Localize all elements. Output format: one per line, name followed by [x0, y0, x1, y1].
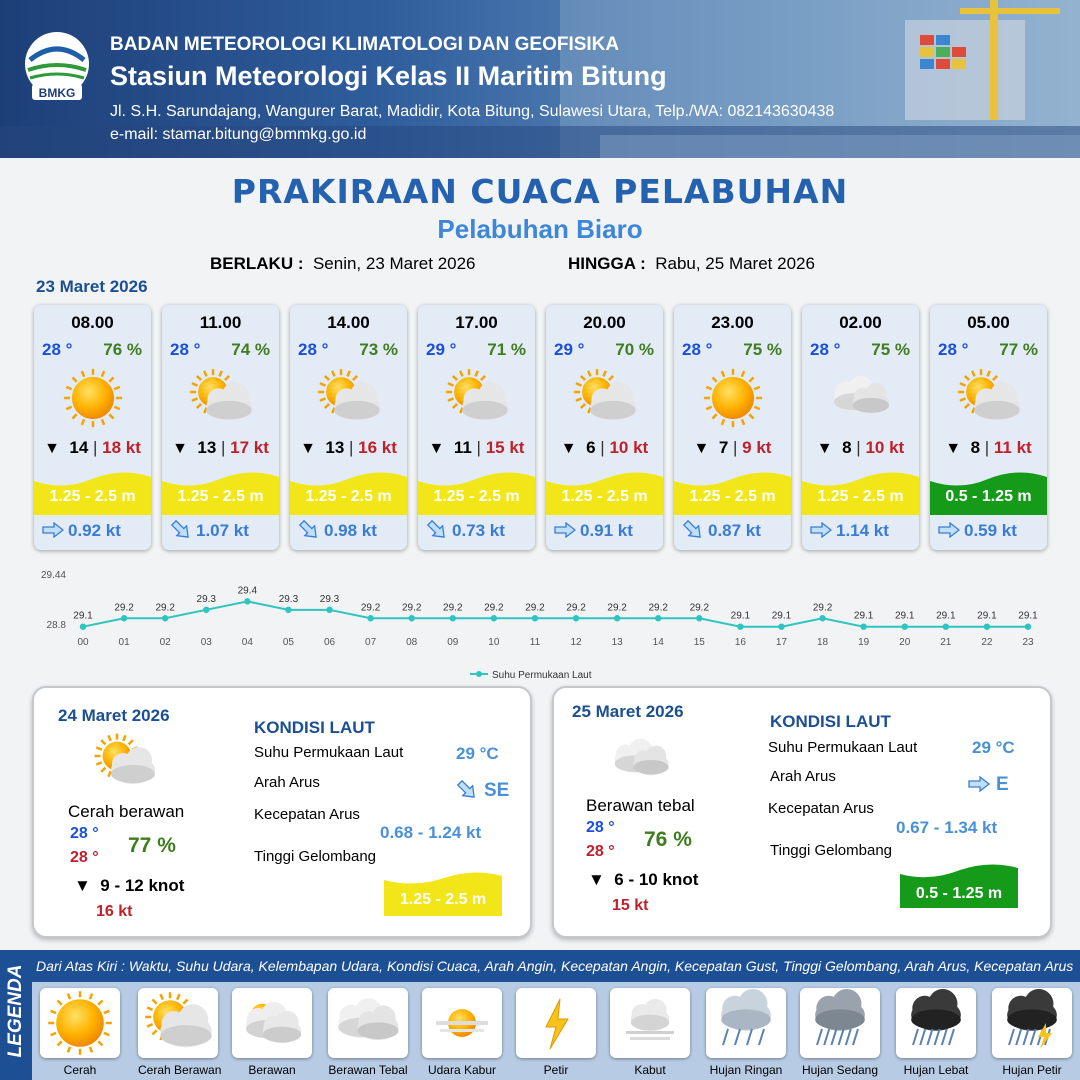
data-label: 29.1: [895, 610, 915, 622]
daily-weather-icon: [606, 730, 676, 790]
petir-icon: [516, 988, 596, 1058]
y-tick-label: 28.8: [46, 620, 66, 631]
data-label: 29.1: [1018, 610, 1038, 622]
port-name: Pelabuhan Biaro: [437, 214, 643, 244]
forecast-time: 14.00: [327, 313, 370, 332]
x-tick-label: 08: [406, 637, 418, 648]
current-arrow-icon: [456, 782, 478, 804]
current-info: [682, 521, 761, 541]
series-line: [83, 601, 1028, 626]
wind-speed: 8: [842, 438, 852, 457]
current-info: [170, 521, 249, 541]
data-label: 29.2: [155, 602, 175, 614]
gust-speed: 11 kt: [993, 438, 1032, 457]
data-label: 29.2: [648, 602, 668, 614]
x-tick-label: 17: [775, 637, 788, 648]
wave-height: 1.25 - 2.5 m: [817, 488, 904, 505]
wind-speed: 14: [69, 438, 89, 457]
x-tick-label: 04: [241, 637, 253, 648]
hujan-petir-icon: [992, 988, 1072, 1058]
current-info: [426, 521, 505, 541]
air-temperature: 29 °: [426, 340, 457, 359]
humidity: 75 %: [743, 340, 782, 359]
humidity: 77 %: [999, 340, 1038, 359]
current-dir-value: SE: [456, 780, 509, 804]
x-tick-label: 12: [570, 637, 582, 648]
forecast-time: 17.00: [455, 313, 498, 332]
data-point: [1025, 623, 1031, 629]
data-point: [737, 623, 743, 629]
data-point: [121, 615, 127, 621]
legend-marker: [476, 671, 482, 677]
legend-item-label: Cerah: [63, 1063, 97, 1077]
hour-card: [418, 305, 535, 550]
wind-info: ▼ 8 | 11 kt: [945, 438, 1032, 457]
legend-item: [40, 988, 120, 1077]
wave-height: 0.5 - 1.25 m: [945, 488, 1032, 505]
current-direction-arrow-icon: [298, 522, 320, 538]
wave-height-value: 1.25 - 2.5 m: [399, 891, 487, 908]
data-point: [491, 615, 497, 621]
legend-item-label: Hujan Petir: [1002, 1063, 1062, 1077]
legend: [0, 950, 1080, 1080]
legend-item: [422, 988, 502, 1077]
wave-height: 1.25 - 2.5 m: [689, 488, 776, 505]
daily-humidity: 76 %: [644, 828, 692, 851]
air-temperature: 28 °: [170, 340, 201, 359]
daily-condition: Berawan tebal: [586, 796, 695, 815]
forecast-time: 05.00: [967, 313, 1010, 332]
humidity: 70 %: [615, 340, 654, 359]
current-direction-arrow-icon: [682, 522, 704, 538]
data-point: [819, 615, 825, 621]
data-point: [80, 623, 86, 629]
hujan-ringan-icon: [706, 988, 786, 1058]
sea-temp-chart: [30, 562, 1050, 682]
berawan-icon: [232, 988, 312, 1058]
wind-direction-icon: ▼: [693, 440, 710, 457]
berawan-tebal-icon: [328, 988, 408, 1058]
x-tick-label: 23: [1022, 637, 1034, 648]
hour-card: [290, 305, 407, 550]
forecast-time: 11.00: [199, 313, 242, 332]
data-point: [614, 615, 620, 621]
cerah-weather-icon: [60, 367, 126, 429]
legend-item-label: Petir: [543, 1063, 569, 1077]
current-info: [810, 521, 889, 541]
legend-item: [232, 988, 312, 1077]
gust-speed: 18 kt: [102, 438, 141, 457]
current-speed: 0.59 kt: [964, 521, 1017, 540]
x-tick-label: 06: [323, 637, 336, 648]
wave-height: 1.25 - 2.5 m: [433, 488, 520, 505]
data-label: 29.2: [443, 602, 463, 614]
wind-info: ▼ 7 | 9 kt: [693, 438, 772, 457]
data-label: 29.3: [196, 593, 216, 605]
wind-direction-icon: ▼: [945, 440, 962, 457]
air-temperature: 28 °: [938, 340, 969, 359]
daily-gust: 16 kt: [96, 903, 133, 920]
current-direction-arrow-icon: [554, 522, 576, 538]
data-label: 29.4: [237, 585, 258, 597]
data-point: [532, 615, 538, 621]
data-label: 29.1: [73, 610, 93, 622]
data-point: [943, 623, 949, 629]
current-speed: 0.87 kt: [708, 521, 761, 540]
data-label: 29.2: [607, 602, 627, 614]
station-email: e-mail: stamar.bitung@bmmkg.go.id: [110, 126, 367, 143]
legend-item: [610, 988, 690, 1077]
legend-item-label: Berawan Tebal: [328, 1063, 408, 1077]
forecast-time: 08.00: [71, 313, 114, 332]
legend-side-title: LEGENDA: [0, 950, 32, 1080]
x-tick-label: 05: [282, 637, 294, 648]
gust-speed: 17 kt: [230, 438, 269, 457]
daily-gust: 15 kt: [612, 897, 649, 914]
valid-from: BERLAKU : Senin, 23 Maret 2026: [210, 254, 476, 273]
wind-direction-icon: ▼: [172, 440, 188, 457]
wind-direction-icon: ▼: [44, 440, 60, 457]
air-temperature: 29 °: [554, 340, 585, 359]
wind-info: ▼ 14 | 18 kt: [44, 438, 141, 457]
x-tick-label: 00: [77, 637, 89, 648]
legend-item: [328, 988, 408, 1077]
data-point: [203, 607, 209, 613]
cerah-berawan-icon: [138, 988, 218, 1058]
data-point: [573, 615, 579, 621]
cerah-berawan-weather-icon: [444, 367, 510, 429]
air-temperature: 28 °: [810, 340, 841, 359]
legend-item-label: Udara Kabur: [427, 1063, 497, 1077]
data-point: [860, 623, 866, 629]
current-speed: 1.14 kt: [836, 521, 889, 540]
air-temperature: 28 °: [682, 340, 713, 359]
daily-wind: ▼ 9 - 12 knot: [74, 876, 185, 895]
x-tick-label: 11: [529, 637, 541, 648]
data-label: 29.1: [853, 610, 874, 622]
x-tick-label: 02: [159, 637, 171, 648]
legend-item: [800, 988, 880, 1077]
hujan-sedang-icon: [800, 988, 880, 1058]
data-point: [984, 623, 990, 629]
x-tick-label: 22: [981, 637, 993, 648]
wave-height-value: 0.5 - 1.25 m: [915, 885, 1003, 902]
daily-temp-min: 28 °: [70, 825, 99, 842]
current-speed: 1.07 kt: [196, 521, 249, 540]
wind-info: ▼ 11 | 15 kt: [428, 438, 525, 457]
station-name: Stasiun Meteorologi Kelas II Maritim Bitung: [110, 61, 667, 91]
daily-weather-icon: [90, 732, 160, 792]
wave-height: 1.25 - 2.5 m: [305, 488, 392, 505]
wind-speed: 11: [453, 438, 472, 457]
station-address: Jl. S.H. Sarundajang, Wangurer Barat, Madidir, Kota Bitung, Sulawesi Utara, Telp./WA: 082143630438: [110, 103, 835, 120]
gust-speed: 9 kt: [742, 438, 772, 457]
daily-panel-1: [32, 686, 532, 938]
data-label: 29.1: [936, 610, 956, 622]
forecast-time: 23.00: [711, 313, 754, 332]
cerah-berawan-weather-icon: [956, 367, 1022, 429]
cerah-berawan-weather-icon: [316, 367, 382, 429]
current-speed-value: 0.68 - 1.24 kt: [380, 823, 482, 842]
data-label: 29.1: [730, 610, 751, 622]
wave-label: Tinggi Gelombang: [254, 848, 377, 865]
wind-direction-icon: ▼: [74, 876, 91, 895]
wave-height: 1.25 - 2.5 m: [49, 488, 136, 505]
current-speed: 0.91 kt: [580, 521, 633, 540]
gust-speed: 10 kt: [865, 438, 905, 457]
humidity: 76 %: [103, 340, 142, 359]
daily-panel-2: [552, 686, 1052, 938]
data-point: [778, 623, 784, 629]
sst-value: 29 °C: [456, 744, 499, 763]
legend-description: Dari Atas Kiri : Waktu, Suhu Udara, Kelembapan Udara, Kondisi Cuaca, Arah Angin, Kecepatan Angin, Kecepatan Gust, Tinggi Gelombang, Arah Arus, Kecepatan Arus: [32, 950, 1080, 982]
x-tick-label: 16: [734, 637, 746, 648]
cerah-weather-icon: [700, 367, 766, 429]
x-tick-label: 01: [118, 637, 130, 648]
hujan-lebat-icon: [896, 988, 976, 1058]
legend-item: [992, 988, 1072, 1077]
data-label: 29.2: [360, 602, 381, 614]
y-tick-label: 29.44: [40, 570, 66, 581]
daily-date: 24 Maret 2026: [58, 706, 170, 725]
sea-condition-title: KONDISI LAUT: [770, 712, 891, 731]
x-tick-label: 13: [611, 637, 623, 648]
x-tick-label: 10: [488, 637, 500, 648]
wave-label: Tinggi Gelombang: [770, 842, 893, 859]
current-info: [938, 521, 1017, 541]
wind-speed: 13: [325, 438, 345, 457]
data-label: 29.2: [525, 602, 545, 614]
legend-item: [516, 988, 596, 1077]
data-label: 29.2: [114, 602, 134, 614]
daily-temp-min: 28 °: [586, 819, 615, 836]
cerah-berawan-weather-icon: [188, 367, 254, 429]
wave-height: 1.25 - 2.5 m: [561, 488, 648, 505]
daily-date: 25 Maret 2026: [572, 702, 684, 721]
current-info: [42, 521, 121, 541]
data-label: 29.2: [689, 602, 710, 614]
legend-label: Suhu Permukaan Laut: [492, 670, 592, 681]
data-label: 29.2: [401, 602, 422, 614]
forecast-time: 02.00: [839, 313, 882, 332]
data-point: [244, 598, 250, 604]
gust-speed: 16 kt: [358, 438, 397, 457]
data-label: 29.1: [977, 610, 997, 622]
legend-item-label: Cerah Berawan: [138, 1063, 222, 1077]
cerah-berawan-weather-icon: [572, 367, 638, 429]
legend-item: [896, 988, 976, 1077]
hour-card: [546, 305, 663, 550]
x-tick-label: 14: [652, 637, 664, 648]
hour-card: [34, 305, 151, 550]
current-speed: 0.98 kt: [324, 521, 377, 540]
daily-condition: Cerah berawan: [68, 802, 185, 821]
wind-info: ▼ 8 | 10 kt: [816, 438, 905, 457]
data-point: [408, 615, 414, 621]
data-point: [902, 623, 908, 629]
data-label: 29.2: [812, 602, 833, 614]
legend-item-label: Hujan Sedang: [801, 1063, 879, 1077]
data-point: [696, 615, 702, 621]
legend-item-label: Hujan Ringan: [709, 1063, 783, 1077]
logo-text: BMKG: [38, 86, 76, 100]
data-label: 29.3: [278, 593, 299, 605]
current-dir-label: Arah Arus: [254, 774, 320, 791]
data-point: [450, 615, 456, 621]
wind-speed: 8: [970, 438, 981, 457]
data-label: 29.2: [566, 602, 586, 614]
data-point: [367, 615, 373, 621]
legend-item-label: Hujan Lebat: [903, 1063, 969, 1077]
hour-card: [930, 305, 1047, 550]
wind-direction-icon: ▼: [560, 440, 577, 457]
x-tick-label: 09: [447, 637, 459, 648]
wind-direction-icon: ▼: [428, 440, 445, 457]
wind-direction-icon: ▼: [300, 440, 316, 457]
bmkg-logo: [14, 30, 100, 106]
sea-condition-title: KONDISI LAUT: [254, 718, 375, 737]
legend-item: [706, 988, 786, 1077]
humidity: 71 %: [487, 340, 526, 359]
humidity: 74 %: [231, 340, 270, 359]
header-banner: [0, 0, 1080, 158]
wave-height: 1.25 - 2.5 m: [177, 488, 264, 505]
wind-info: ▼ 6 | 10 kt: [560, 438, 649, 457]
current-speed-label: Kecepatan Arus: [768, 800, 874, 817]
current-direction-arrow-icon: [170, 522, 192, 538]
data-label: 29.3: [319, 593, 340, 605]
legend-item-label: Kabut: [634, 1063, 666, 1077]
current-info: [298, 521, 377, 541]
air-temperature: 28 °: [298, 340, 329, 359]
gust-speed: 15 kt: [485, 438, 525, 457]
gust-speed: 10 kt: [609, 438, 649, 457]
udara-kabur-icon: [422, 988, 502, 1058]
wind-speed: 13: [197, 438, 217, 457]
current-direction-arrow-icon: [426, 522, 448, 538]
forecast-time: 20.00: [583, 313, 626, 332]
current-speed: 0.92 kt: [68, 521, 121, 540]
wind-direction-icon: ▼: [588, 870, 605, 889]
x-tick-label: 19: [858, 637, 870, 648]
data-point: [655, 615, 661, 621]
x-tick-label: 03: [200, 637, 212, 648]
current-direction-arrow-icon: [810, 522, 832, 538]
daily-temp-max: 28 °: [586, 843, 615, 860]
current-speed-value: 0.67 - 1.34 kt: [896, 818, 998, 837]
air-temperature: 28 °: [42, 340, 73, 359]
current-arrow-icon: [968, 776, 990, 798]
x-tick-label: 15: [693, 637, 705, 648]
page-title: PRAKIRAAN CUACA PELABUHAN: [231, 172, 849, 211]
data-point: [326, 607, 332, 613]
x-tick-label: 21: [940, 637, 952, 648]
wind-direction-icon: ▼: [816, 440, 833, 457]
current-direction-arrow-icon: [42, 522, 64, 538]
x-tick-label: 07: [365, 637, 377, 648]
data-label: 29.2: [484, 602, 504, 614]
sst-value: 29 °C: [972, 738, 1015, 757]
sst-label: Suhu Permukaan Laut: [768, 739, 918, 756]
data-point: [285, 607, 291, 613]
agency-name: BADAN METEOROLOGI KLIMATOLOGI DAN GEOFISIKA: [110, 34, 620, 55]
data-label: 29.1: [771, 610, 792, 622]
valid-to: HINGGA : Rabu, 25 Maret 2026: [568, 254, 815, 273]
hour-card: [674, 305, 791, 550]
berawan-tebal-weather-icon: [828, 367, 894, 429]
day1-date: 23 Maret 2026: [36, 277, 148, 296]
legend-item-label: Berawan: [248, 1063, 296, 1077]
current-speed-label: Kecepatan Arus: [254, 806, 360, 823]
x-tick-label: 20: [899, 637, 911, 648]
current-direction-arrow-icon: [938, 522, 960, 538]
cerah-icon: [40, 988, 120, 1058]
current-speed: 0.73 kt: [452, 521, 505, 540]
wind-info: ▼ 13 | 17 kt: [172, 438, 269, 457]
current-info: [554, 521, 633, 541]
data-point: [162, 615, 168, 621]
x-tick-label: 18: [817, 637, 829, 648]
humidity: 75 %: [871, 340, 910, 359]
current-dir-label: Arah Arus: [770, 768, 836, 785]
hour-card: [802, 305, 919, 550]
sst-label: Suhu Permukaan Laut: [254, 744, 404, 761]
hour-card: [162, 305, 279, 550]
wind-speed: 6: [586, 438, 596, 457]
wind-speed: 7: [718, 438, 729, 457]
wind-info: ▼ 13 | 16 kt: [300, 438, 397, 457]
current-dir-value: E: [968, 774, 1009, 798]
legend-item: [138, 988, 222, 1077]
daily-temp-max: 28 °: [70, 849, 99, 866]
kabut-icon: [610, 988, 690, 1058]
humidity: 73 %: [359, 340, 398, 359]
daily-wind: ▼ 6 - 10 knot: [588, 870, 699, 889]
daily-humidity: 77 %: [128, 834, 176, 857]
